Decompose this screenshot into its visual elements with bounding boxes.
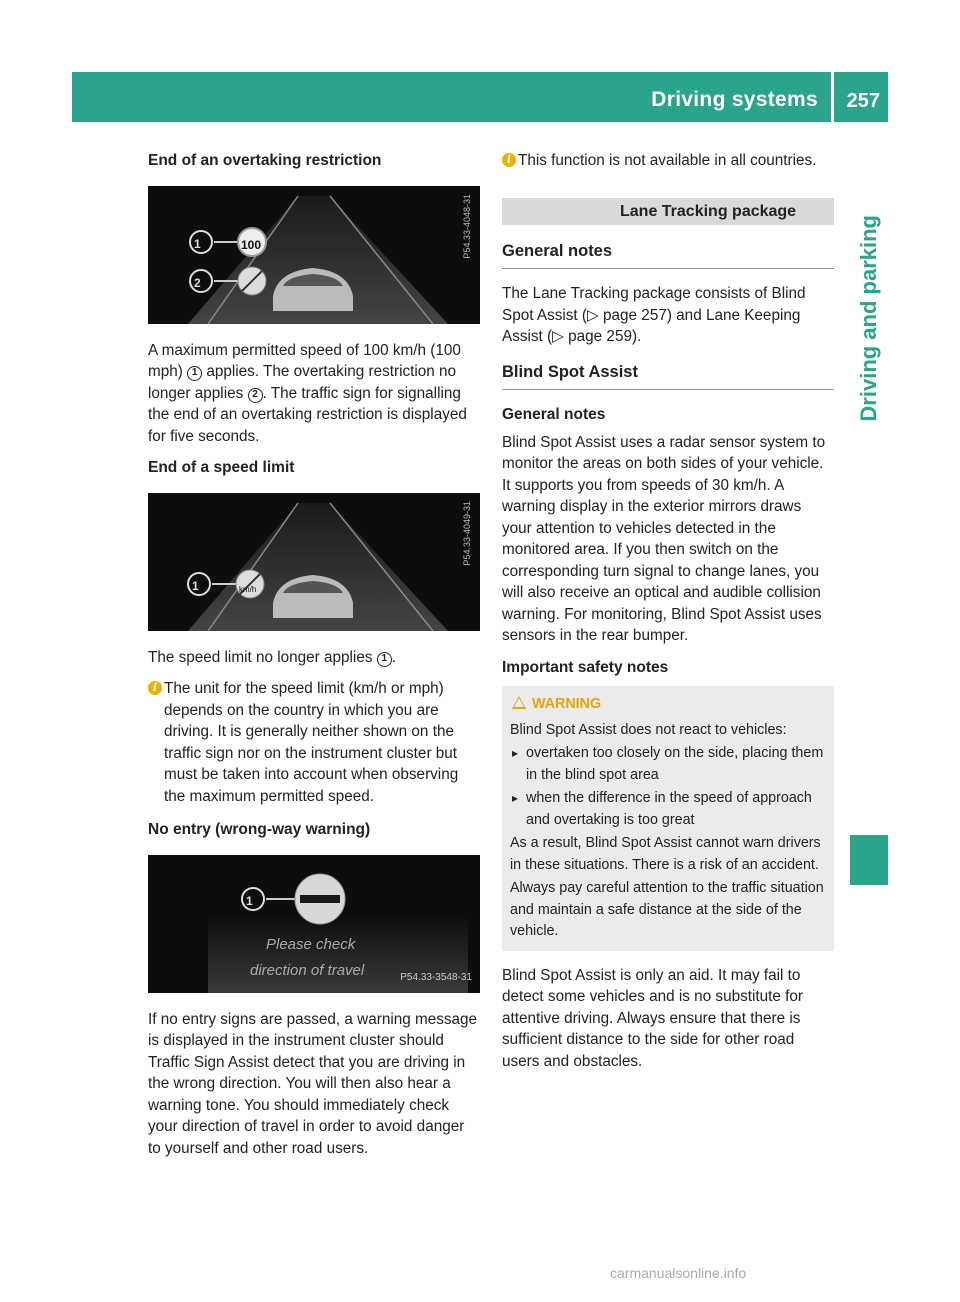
warning-para-2: Always pay careful attention to the traffic situation and maintain a safe distance at the side of the vehicle. <box>510 880 824 939</box>
figure-code: P54.33-3548-31 <box>400 972 472 983</box>
right-column <box>502 150 834 1082</box>
section-banner <box>502 198 834 225</box>
watermark: carmanualsonline.info <box>610 1265 747 1281</box>
figure-wrong-way-display <box>148 855 480 993</box>
info-unit-note: i The unit for the speed limit (km/h or mph) depends on the country in which you are driving. It is generally neither shown on the traffic sign nor on the instrument cluster but must be taken into account when observing the maximum permitted speed. <box>148 678 480 807</box>
callout-1-fig3: 1 <box>246 893 253 908</box>
figure-speed-limit-display <box>148 493 480 631</box>
left-column <box>148 150 480 1169</box>
paragraph-closing: Blind Spot Assist is only an aid. It may fail to detect some vehicles and is no substitute for attentive driving. Always ensure that there is sufficient distance to the side for other road users and obstacles. <box>502 966 804 1070</box>
callout-1-fig1: 1 <box>194 236 201 251</box>
warning-box <box>502 686 834 951</box>
callout-1-fig2: 1 <box>192 578 199 593</box>
warning-header: WARNING <box>510 694 826 716</box>
callout-1: 1 <box>187 366 202 381</box>
info-availability: i This function is not available in all countries. <box>502 150 834 172</box>
header-bar <box>72 72 888 122</box>
warning-line-1: Please check <box>266 935 356 953</box>
warning-bullet: ▸ overtaken too closely on the side, placing them in the blind spot area <box>510 743 826 786</box>
chapter-label: Driving and parking <box>856 215 881 422</box>
header-divider <box>831 72 834 122</box>
heading-no-entry: No entry (wrong-way warning) <box>148 821 371 838</box>
subheading-safety-notes: Important safety notes <box>502 658 669 676</box>
chapter-side-tab <box>850 215 888 815</box>
info-icon: i <box>502 153 516 167</box>
warning-para-1: As a result, Blind Spot Assist cannot warn drivers in these situations. There is a risk of an accident. <box>510 835 821 873</box>
warning-intro: Blind Spot Assist does not react to vehicles: <box>510 721 787 738</box>
chapter-marker-block <box>850 835 888 885</box>
heading-general-notes: General notes <box>502 241 834 270</box>
paragraph-no-entry: If no entry signs are passed, a warning message is displayed in the instrument cluster should Traffic Sign Assist detect that you are driving in the wrong direction. You will then also hear a warning tone. You should immediately check your direction of travel in order to avoid danger to yourself and other road users. <box>148 1010 478 1157</box>
paragraph-bsa: Blind Spot Assist uses a radar sensor system to monitor the areas on both sides of your vehicle. It supports you from speeds of 30 km/h. A warning display in the exterior mirrors draws your attention to vehicles detected in the monitored area. If you then switch on the corresponding turn signal to change lanes, you will also receive an optical and audible collision warning. For monitoring, Blind Spot Assist uses sensors in the rear bumper. <box>502 433 826 644</box>
info-icon: i <box>148 681 162 695</box>
callout-2: 2 <box>248 388 263 403</box>
speed-sign-value: 100 <box>241 237 262 252</box>
subheading-general-notes: General notes <box>502 406 606 423</box>
page-number: 257 <box>846 90 880 112</box>
callout-2-fig1: 2 <box>194 275 201 290</box>
figure-overtaking-display <box>148 186 480 324</box>
warning-bullet: ▸ when the difference in the speed of approach and overtaking is too great <box>510 788 826 831</box>
heading-end-speed-limit: End of a speed limit <box>148 459 295 476</box>
cluster-illustration <box>148 493 480 631</box>
callout-1: 1 <box>377 652 392 667</box>
section-banner-title: Lane Tracking package <box>620 202 797 220</box>
heading-end-overtaking: End of an overtaking restriction <box>148 152 382 169</box>
figure-code: P54.33-4048-31 <box>461 193 472 259</box>
section-title: Driving systems <box>651 88 818 111</box>
paragraph-speed-limit: The speed limit no longer applies 1 . <box>148 648 396 666</box>
warning-triangle-icon <box>512 696 526 709</box>
paragraph-overtaking: A maximum permitted speed of 100 km/h (100 mph) 1 applies. The overtaking restriction no longer applies 2 . The traffic sign for signalling the end of an overtaking restriction is displayed for five seconds. <box>148 341 467 445</box>
warning-line-2: direction of travel <box>250 961 365 979</box>
figure-code: P54.33-4049-31 <box>461 500 472 566</box>
heading-blind-spot-assist: Blind Spot Assist <box>502 362 834 391</box>
paragraph-package: The Lane Tracking package consists of Blind Spot Assist (▷ page 257) and Lane Keeping Assist (▷ page 259). <box>502 285 806 345</box>
unit-sign-text: km/h <box>239 584 257 594</box>
